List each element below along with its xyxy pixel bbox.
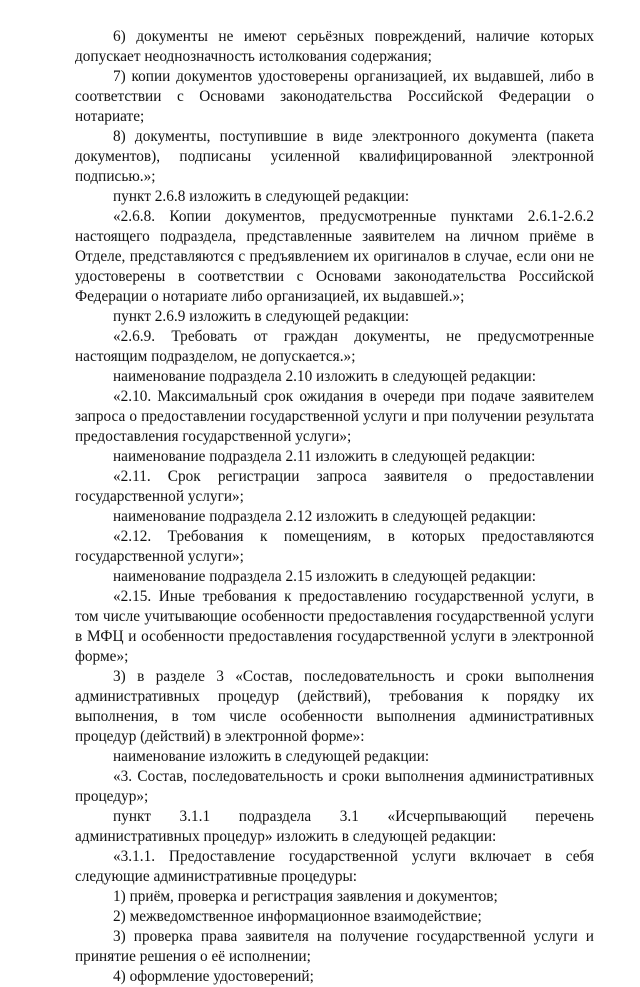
paragraph-clause-3-1-1-intro: пункт 3.1.1 подраздела 3.1 «Исчерпывающий перечень административных процедур» изложить в следующей редакции:	[75, 808, 594, 845]
paragraph-subsection-2-11-text: «2.11. Срок регистрации запроса заявителя о предоставлении государственной услуги»;	[75, 468, 594, 505]
paragraph-subsection-2-10-text: «2.10. Максимальный срок ожидания в очереди при подаче заявителем запроса о предоставлении государственной услуги и при получении результата предоставления государственной услуги»;	[75, 388, 594, 445]
paragraph-procedure-2: 2) межведомственное информационное взаимодействие;	[113, 908, 482, 925]
paragraph-section-3-intro: 3) в разделе 3 «Состав, последовательность и сроки выполнения административных процедур (действий), требования к порядку их выполнения, в том числе особенности выполнения административных процедур (действий) в электронной форме»:	[75, 668, 594, 745]
paragraph-subsection-2-15-intro: наименование подраздела 2.15 изложить в следующей редакции:	[113, 568, 536, 585]
paragraph-section-3-name-intro: наименование изложить в следующей редакции:	[113, 748, 430, 765]
paragraph-procedure-1: 1) приём, проверка и регистрация заявления и документов;	[113, 888, 498, 905]
paragraph-section-3-name-text: «3. Состав, последовательность и сроки выполнения административных процедур»;	[75, 768, 594, 805]
paragraph-clause-2-6-9-text: «2.6.9. Требовать от граждан документы, не предусмотренные настоящим подразделом, не допускается.»;	[75, 328, 594, 365]
paragraph-procedure-4: 4) оформление удостоверений;	[113, 968, 314, 985]
paragraph-clause-3-1-1-text: «3.1.1. Предоставление государственной услуги включает в себя следующие административные процедуры:	[75, 848, 594, 885]
paragraph-subsection-2-15-text: «2.15. Иные требования к предоставлению государственной услуги, в том числе учитывающие особенности предоставления государственной услуги в МФЦ и особенности предоставления государственной услуги в электронной форме»;	[75, 588, 594, 665]
paragraph-subsection-2-11-intro: наименование подраздела 2.11 изложить в следующей редакции:	[113, 448, 536, 465]
paragraph-subsection-2-12-intro: наименование подраздела 2.12 изложить в следующей редакции:	[113, 508, 536, 525]
document-page	[75, 27, 594, 987]
paragraph-clause-2-6-8-intro: пункт 2.6.8 изложить в следующей редакции:	[113, 188, 410, 205]
paragraph-item-8-electronic-signature: 8) документы, поступившие в виде электронного документа (пакета документов), подписаны усиленной квалифицированной электронной подписью.»;	[75, 128, 594, 185]
paragraph-subsection-2-10-intro: наименование подраздела 2.10 изложить в следующей редакции:	[113, 368, 536, 385]
paragraph-clause-2-6-9-intro: пункт 2.6.9 изложить в следующей редакции:	[113, 308, 410, 325]
paragraph-clause-2-6-8-text: «2.6.8. Копии документов, предусмотренные пунктами 2.6.1-2.6.2 настоящего подраздела, представленные заявителем на личном приёме в Отделе, представляются с предъявлением их оригиналов в случае, если они не удостоверены в соответствии с Основами законодательства Российской Федерации о нотариате либо организацией, их выдавшей.»;	[75, 208, 594, 305]
paragraph-item-7-copies-certified: 7) копии документов удостоверены организацией, их выдавшей, либо в соответствии с Основами законодательства Российской Федерации о нотариате;	[75, 68, 594, 125]
paragraph-procedure-3: 3) проверка права заявителя на получение государственной услуги и принятие решения о её исполнении;	[75, 928, 594, 965]
paragraph-subsection-2-12-text: «2.12. Требования к помещениям, в которых предоставляются государственной услуги»;	[75, 528, 594, 565]
paragraph-item-6-no-damage: 6) документы не имеют серьёзных повреждений, наличие которых допускает неоднозначность истолкования содержания;	[75, 28, 594, 65]
